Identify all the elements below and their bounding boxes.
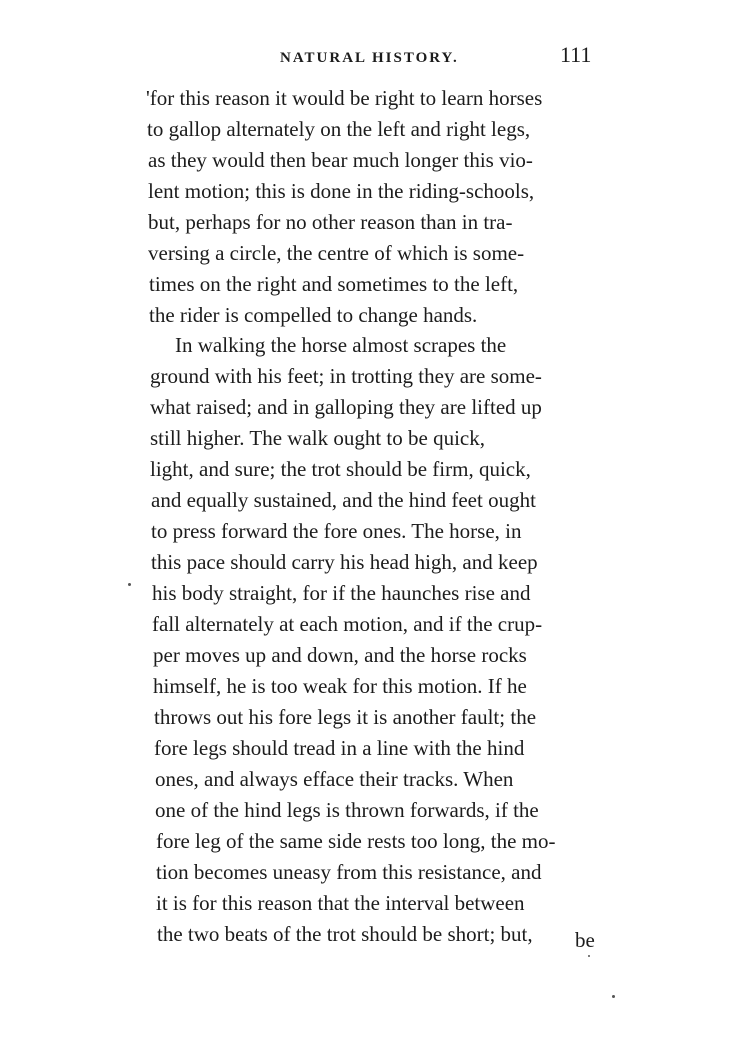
text-line: this pace should carry his head high, and keep	[151, 550, 538, 574]
text-line: throws out his fore legs it is another fault; the	[154, 705, 537, 729]
text-line: 'for this reason it would be right to learn horses	[146, 86, 543, 110]
print-speck	[128, 583, 131, 586]
text-line: times on the right and sometimes to the left,	[149, 272, 519, 296]
text-line: fall alternately at each motion, and if the crup-	[152, 612, 543, 636]
catchword: be	[575, 928, 595, 952]
text-line: ones, and always efface their tracks. When	[155, 767, 514, 791]
text-line: to press forward the fore ones. The horse, in	[151, 519, 522, 543]
text-line: it is for this reason that the interval between	[156, 891, 525, 915]
text-line: light, and sure; the trot should be firm, quick,	[150, 457, 531, 481]
text-line: to gallop alternately on the left and right legs,	[147, 117, 531, 141]
text-line: still higher. The walk ought to be quick,	[150, 426, 485, 450]
text-line: per moves up and down, and the horse rocks	[153, 643, 527, 667]
text-line: tion becomes uneasy from this resistance, and	[156, 860, 542, 884]
text-line: as they would then bear much longer this vio-	[148, 148, 533, 172]
text-line: lent motion; this is done in the riding-schools,	[148, 179, 535, 203]
text-line: one of the hind legs is thrown forwards, if the	[155, 798, 539, 822]
text-line: the two beats of the trot should be short; but,	[157, 922, 533, 946]
text-line: his body straight, for if the haunches rise and	[152, 581, 531, 605]
text-line: fore legs should tread in a line with the hind	[154, 736, 525, 760]
text-line: fore leg of the same side rests too long, the mo-	[156, 829, 556, 853]
text-line: In walking the horse almost scrapes the	[175, 333, 507, 357]
text-line: versing a circle, the centre of which is some-	[148, 241, 525, 265]
text-line: the rider is compelled to change hands.	[149, 303, 478, 327]
text-line: but, perhaps for no other reason than in tra-	[148, 210, 513, 234]
page-number: 111	[560, 42, 592, 67]
text-line: ground with his feet; in trotting they are some-	[150, 364, 542, 388]
text-line: himself, he is too weak for this motion. If he	[153, 674, 527, 698]
print-speck	[588, 955, 590, 957]
running-head: NATURAL HISTORY.	[280, 50, 459, 66]
text-line: what raised; and in galloping they are lifted up	[150, 395, 542, 419]
print-speck	[612, 995, 615, 998]
text-line: and equally sustained, and the hind feet ought	[151, 488, 536, 512]
